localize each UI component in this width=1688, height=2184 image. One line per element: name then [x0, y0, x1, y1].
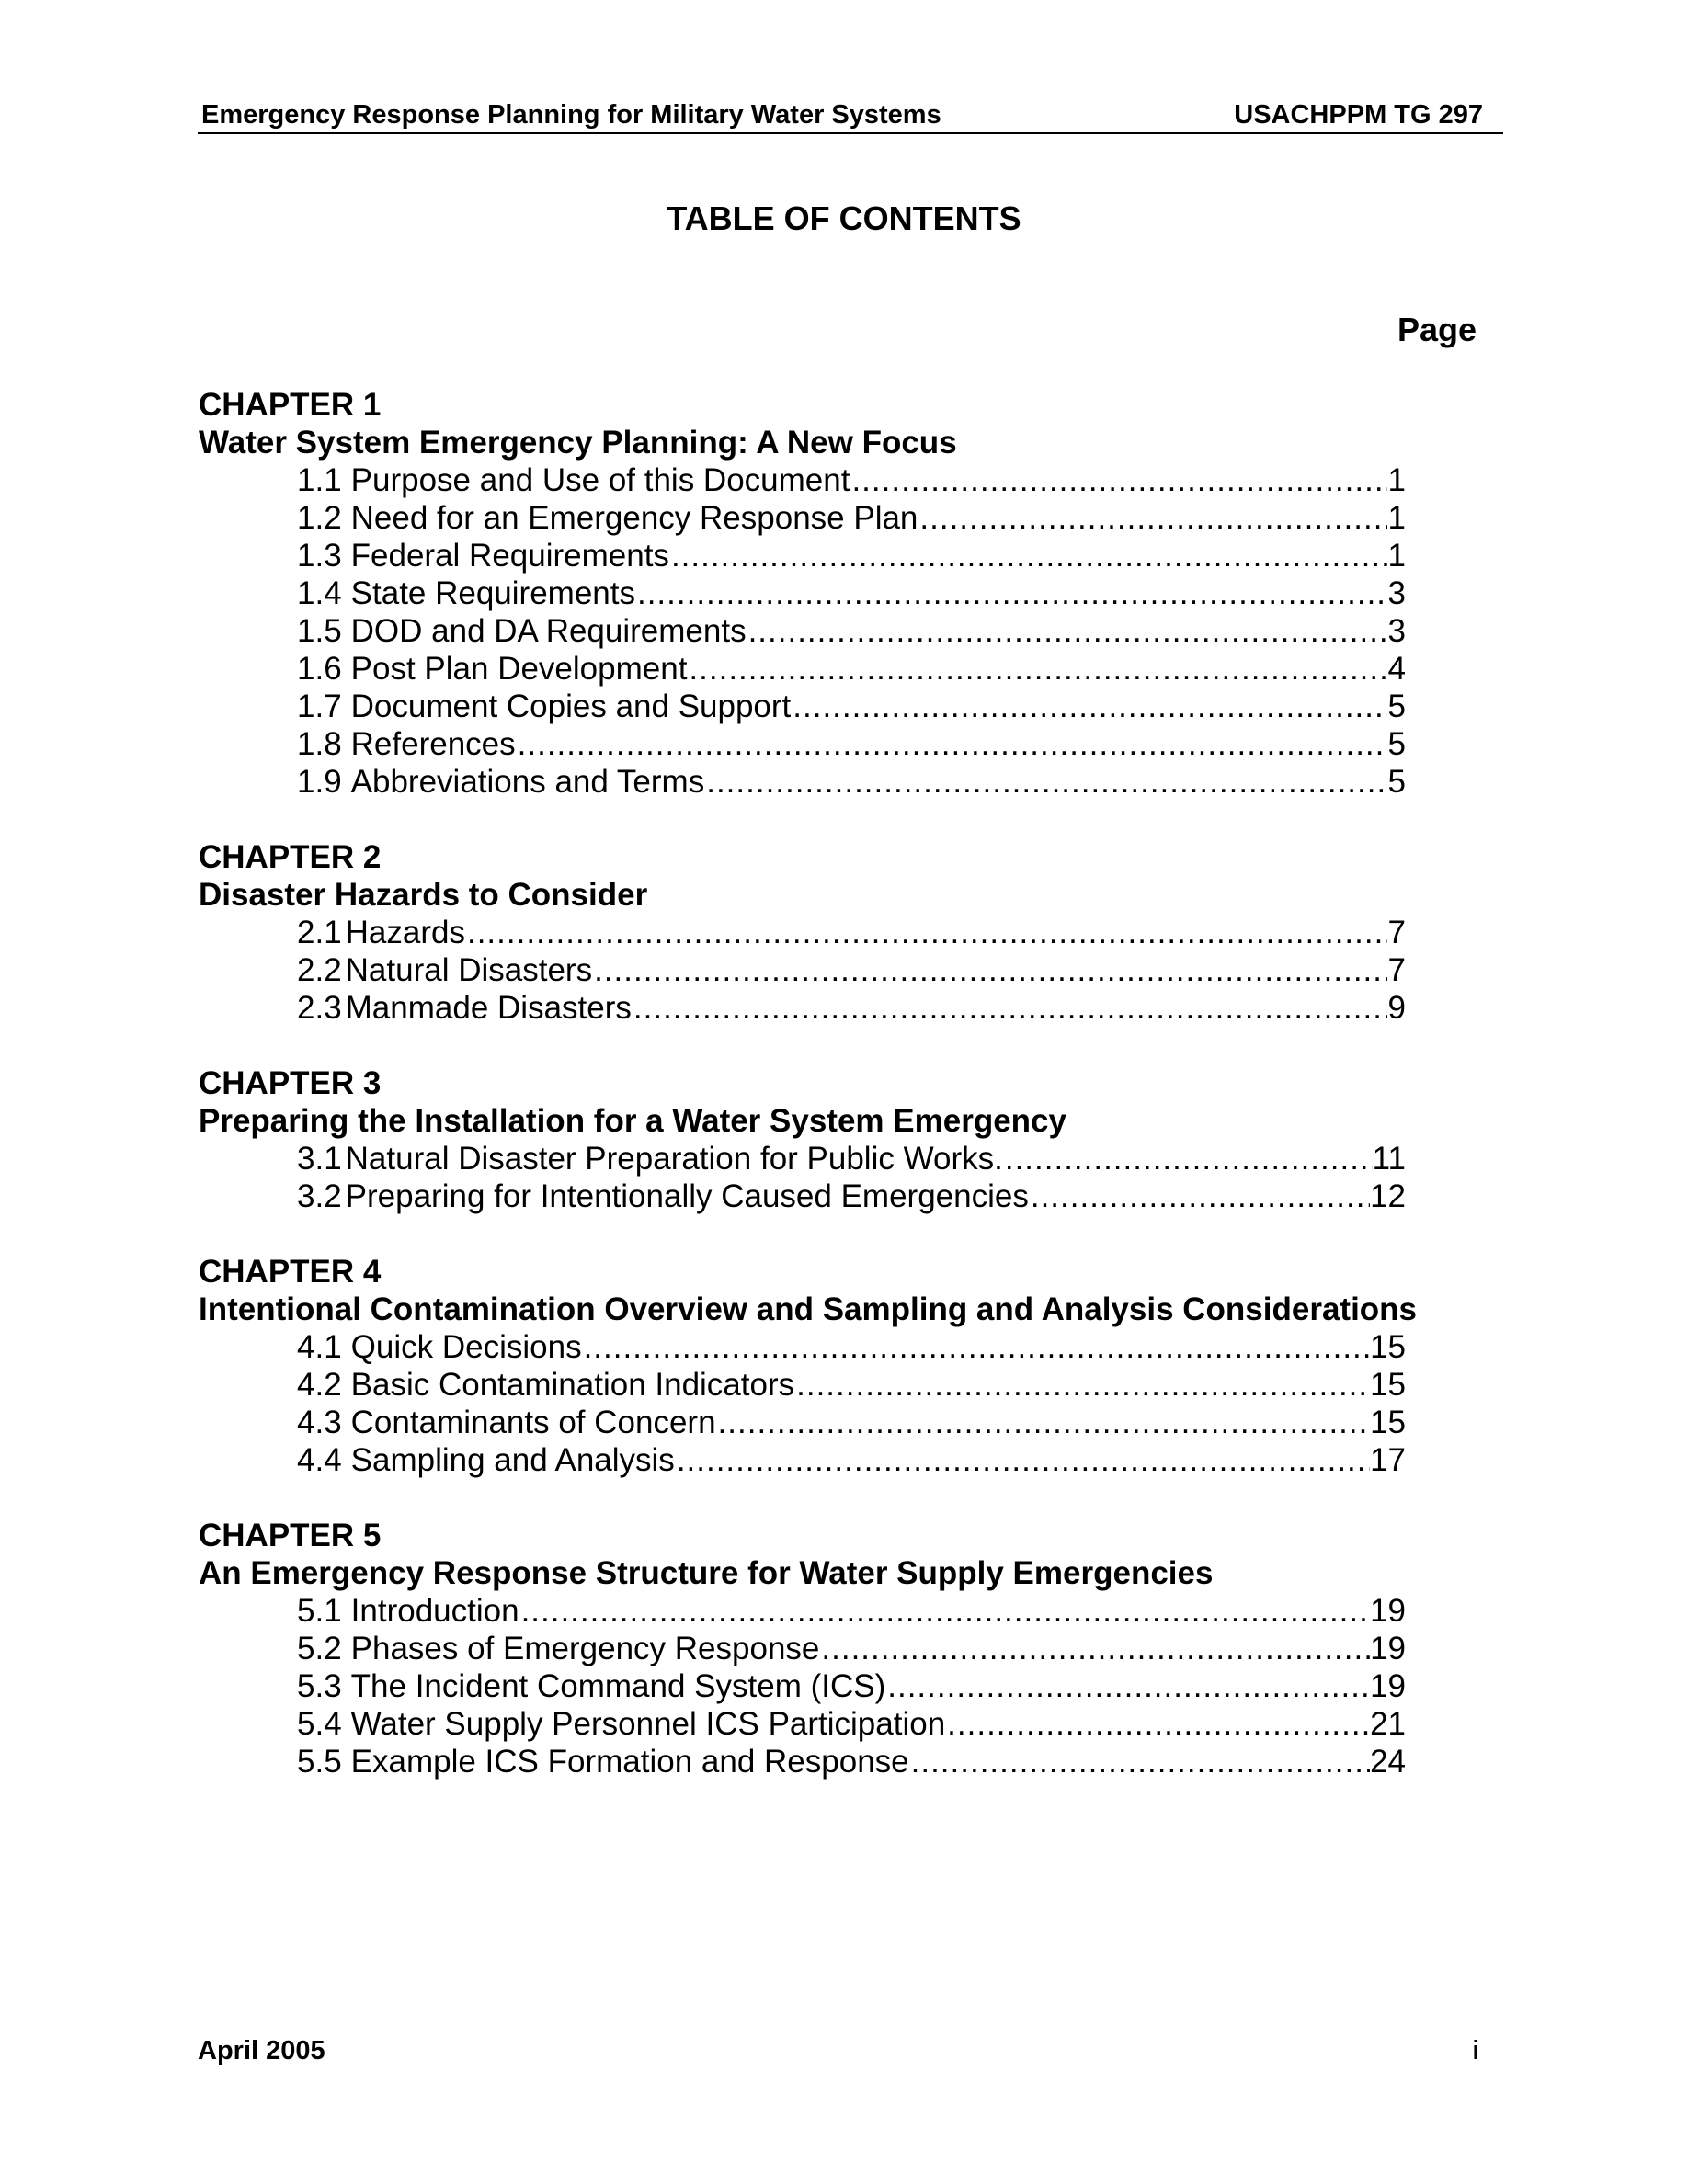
section-title: Natural Disaster Preparation for Public Works.: [345, 1141, 1003, 1177]
toc-entry[interactable]: [297, 989, 1406, 1027]
section-number: 5.2: [297, 1631, 342, 1666]
section-number: 3.1: [297, 1141, 342, 1177]
page-number-ref: 12: [1370, 1178, 1406, 1214]
page-number-ref: 11: [1372, 1141, 1406, 1177]
section-number: 4.4: [297, 1442, 342, 1478]
section-number: 4.2: [297, 1367, 342, 1403]
chapter-label: CHAPTER 5: [199, 1518, 382, 1553]
toc-entry[interactable]: [297, 951, 1406, 989]
chapter-3: [199, 1064, 1467, 1215]
chapter-label: CHAPTER 3: [199, 1065, 382, 1101]
document-id-header: USACHPPM TG 297: [1234, 100, 1483, 130]
dot-leader: [909, 1743, 1370, 1780]
dot-leader: [1029, 1177, 1370, 1215]
section-title: Abbreviations and Terms: [350, 764, 705, 800]
section-title: Federal Requirements: [350, 538, 669, 574]
page-column-label: Page: [1397, 311, 1477, 348]
section-title: References: [350, 726, 516, 762]
toc-entry[interactable]: [297, 763, 1406, 801]
section-number: 5.4: [297, 1706, 342, 1742]
chapter-title[interactable]: Preparing the Installation for a Water System Emergency: [199, 1103, 1066, 1139]
page-number-ref: 1: [1387, 538, 1406, 574]
dot-leader: [669, 537, 1387, 574]
toc-entry[interactable]: [297, 688, 1406, 725]
toc-entry[interactable]: [297, 612, 1406, 650]
running-header: [198, 99, 1503, 134]
section-number: 3.2: [297, 1178, 342, 1214]
dot-leader: [516, 725, 1387, 763]
section-title: Basic Contamination Indicators: [350, 1367, 795, 1403]
toc-entry[interactable]: [297, 1667, 1406, 1705]
page-number-ref: 5: [1387, 764, 1406, 800]
dot-leader: [1003, 1140, 1373, 1177]
page-number-ref: 9: [1387, 990, 1406, 1026]
toc-entry[interactable]: [297, 461, 1406, 499]
page-number-ref: 19: [1370, 1631, 1406, 1666]
dot-leader: [632, 989, 1387, 1027]
page-number-ref: 24: [1370, 1744, 1406, 1780]
chapter-4: [199, 1253, 1467, 1479]
chapter-title[interactable]: An Emergency Response Structure for Water Supply Emergencies: [199, 1555, 1214, 1591]
page-number-ref: 4: [1387, 651, 1406, 687]
section-number: 4.1: [297, 1329, 342, 1365]
section-number: 1.1: [297, 462, 342, 498]
section-number: 2.2: [297, 952, 342, 988]
page-number-ref: 3: [1387, 613, 1406, 649]
toc-entry[interactable]: [297, 1140, 1406, 1177]
chapter-2: [199, 838, 1467, 1027]
dot-leader: [791, 688, 1387, 725]
section-title: Phases of Emergency Response: [350, 1631, 820, 1666]
dot-leader: [945, 1705, 1370, 1743]
section-title: Post Plan Development: [350, 651, 688, 687]
chapter-label: CHAPTER 2: [199, 839, 382, 875]
section-title: Water Supply Personnel ICS Participation: [350, 1706, 946, 1742]
dot-leader: [592, 951, 1387, 989]
footer-date: April 2005: [198, 2036, 325, 2065]
page-number-ref: 15: [1370, 1329, 1406, 1365]
toc-entry[interactable]: [297, 1404, 1406, 1441]
toc-entry[interactable]: [297, 574, 1406, 612]
dot-leader: [850, 461, 1387, 499]
section-number: 5.1: [297, 1593, 342, 1629]
toc-entry[interactable]: [297, 1743, 1406, 1780]
section-number: 2.1: [297, 915, 342, 950]
chapter-1: [199, 386, 1467, 801]
toc-body: [199, 386, 1467, 1818]
toc-entry[interactable]: [297, 914, 1406, 951]
section-number: 2.3: [297, 990, 342, 1026]
dot-leader: [635, 574, 1387, 612]
page-number-ref: 15: [1370, 1367, 1406, 1403]
page-number-ref: 17: [1370, 1442, 1406, 1478]
toc-entry[interactable]: [297, 1366, 1406, 1404]
page-number-ref: 19: [1370, 1593, 1406, 1629]
section-number: 1.5: [297, 613, 342, 649]
toc-entry[interactable]: [297, 537, 1406, 574]
chapter-title[interactable]: Water System Emergency Planning: A New Focus: [199, 425, 957, 461]
page-number-ref: 7: [1387, 915, 1406, 950]
section-number: 1.6: [297, 651, 342, 687]
section-title: Example ICS Formation and Response: [350, 1744, 909, 1780]
page-number-ref: 3: [1387, 575, 1406, 611]
toc-entry[interactable]: [297, 1328, 1406, 1366]
dot-leader: [794, 1366, 1370, 1404]
chapter-label: CHAPTER 4: [199, 1254, 382, 1290]
section-title: Manmade Disasters: [345, 990, 632, 1026]
section-title: Need for an Emergency Response Plan: [350, 500, 918, 536]
page-number-ref: 1: [1387, 462, 1406, 498]
section-title: Hazards: [345, 915, 465, 950]
section-number: 1.4: [297, 575, 342, 611]
section-title: Sampling and Analysis: [350, 1442, 675, 1478]
toc-title: TABLE OF CONTENTS: [667, 199, 1021, 237]
section-title: State Requirements: [350, 575, 635, 611]
dot-leader: [675, 1441, 1370, 1479]
page-number-ref: 5: [1387, 726, 1406, 762]
section-number: 1.9: [297, 764, 342, 800]
page-number-ref: 21: [1370, 1706, 1406, 1742]
section-title: Contaminants of Concern: [350, 1405, 716, 1440]
page-number-ref: 15: [1370, 1405, 1406, 1440]
chapter-title[interactable]: Intentional Contamination Overview and Sampling and Analysis Considerations: [199, 1291, 1418, 1327]
section-title: Introduction: [350, 1593, 519, 1629]
toc-entry[interactable]: [297, 1441, 1406, 1479]
section-title: Natural Disasters: [345, 952, 593, 988]
section-title: Preparing for Intentionally Caused Emergencies: [345, 1178, 1029, 1214]
dot-leader: [885, 1667, 1370, 1705]
section-number: 1.7: [297, 688, 342, 724]
section-title: Purpose and Use of this Document: [350, 462, 850, 498]
dot-leader: [747, 612, 1387, 650]
page-number-ref: 1: [1387, 500, 1406, 536]
dot-leader: [918, 499, 1387, 537]
dot-leader: [687, 650, 1387, 688]
toc-entry[interactable]: [297, 1592, 1406, 1630]
page-number-ref: 7: [1387, 952, 1406, 988]
dot-leader: [465, 914, 1387, 951]
toc-entry[interactable]: [297, 499, 1406, 537]
section-title: Document Copies and Support: [350, 688, 792, 724]
dot-leader: [819, 1630, 1370, 1667]
dot-leader: [582, 1328, 1370, 1366]
dot-leader: [519, 1592, 1371, 1630]
toc-entry[interactable]: [297, 1630, 1406, 1667]
chapter-label: CHAPTER 1: [199, 387, 382, 423]
dot-leader: [704, 763, 1387, 801]
chapter-title[interactable]: Disaster Hazards to Consider: [199, 877, 648, 913]
page-number-ref: 19: [1370, 1668, 1406, 1704]
section-title: DOD and DA Requirements: [350, 613, 747, 649]
toc-entry[interactable]: [297, 725, 1406, 763]
toc-entry[interactable]: [297, 1705, 1406, 1743]
section-number: 1.8: [297, 726, 342, 762]
section-number: 1.2: [297, 500, 342, 536]
toc-entry[interactable]: [297, 650, 1406, 688]
section-number: 5.3: [297, 1668, 342, 1704]
section-number: 1.3: [297, 538, 342, 574]
footer-page-number: i: [1472, 2036, 1478, 2065]
document-title-header: Emergency Response Planning for Military Water Systems: [201, 100, 941, 130]
dot-leader: [716, 1404, 1371, 1441]
toc-entry[interactable]: [297, 1177, 1406, 1215]
page-number-ref: 5: [1387, 688, 1406, 724]
section-number: 5.5: [297, 1744, 342, 1780]
section-title: Quick Decisions: [350, 1329, 582, 1365]
chapter-5: [199, 1517, 1467, 1780]
section-number: 4.3: [297, 1405, 342, 1440]
section-title: The Incident Command System (ICS): [350, 1668, 886, 1704]
